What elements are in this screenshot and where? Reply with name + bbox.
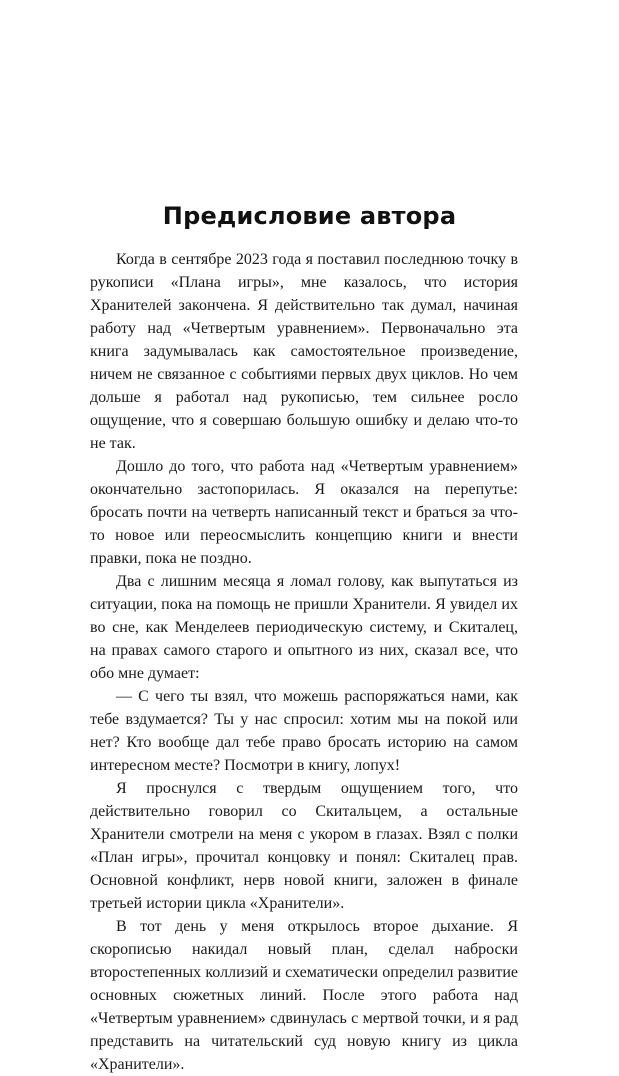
paragraph: Когда в сентябре 2023 года я поставил последнюю точку в рукописи «Плана игры», мне казалось, что история Хранителей закончена. Я действительно так думал, начиная работу над «Четвертым уравнением». Первоначально эта книга задумывалась как самостоятельное произведение, ничем не связанное с событиями первых двух циклов. Но чем дольше я работал над рукописью, тем сильнее росло ощущение, что я совершаю большую ошибку и делаю что-то не так.: [90, 251, 518, 452]
paragraph: Дошло до того, что работа над «Четвертым уравнением» окончательно застопорилась. Я оказался на перепутье: бросать почти на четверть написанный текст и браться за что-то новое или переосмыслить концепцию книги и внести правки, пока не поздно.: [90, 458, 518, 567]
chapter-title: Предисловие автора: [162, 202, 457, 230]
body-text: [90, 248, 518, 1076]
paragraph: Два с лишним месяца я ломал голову, как выпутаться из ситуации, пока на помощь не пришли Хранители. Я увидел их во сне, как Менделеев периодическую систему, и Скиталец, на правах самого старого и опытного из них, сказал все, что обо мне думает:: [90, 573, 518, 682]
paragraph: Я проснулся с твердым ощущением того, что действительно говорил со Скитальцем, а остальные Хранители смотрели на меня с укором в глазах. Взял с полки «План игры», прочитал концовку и понял: Скиталец прав. Основной конфликт, нерв новой книги, заложен в финале третьей истории цикла «Хранители».: [90, 780, 518, 912]
paragraph: В тот день у меня открылось второе дыхание. Я скорописью накидал новый план, сделал наброски второстепенных коллизий и схематически определил развитие основных сюжетных линий. После этого работа над «Четвертым уравнением» сдвинулась с мертвой точки, и я рад представить на читательский суд новую книгу из цикла «Хранители».: [90, 918, 518, 1073]
paragraph: — С чего ты взял, что можешь распоряжаться нами, как тебе вздумается? Ты у нас спросил: хотим мы на покой или нет? Кто вообще дал тебе право бросать историю на самом интересном месте? Посмотри в книгу, лопух!: [90, 688, 518, 774]
